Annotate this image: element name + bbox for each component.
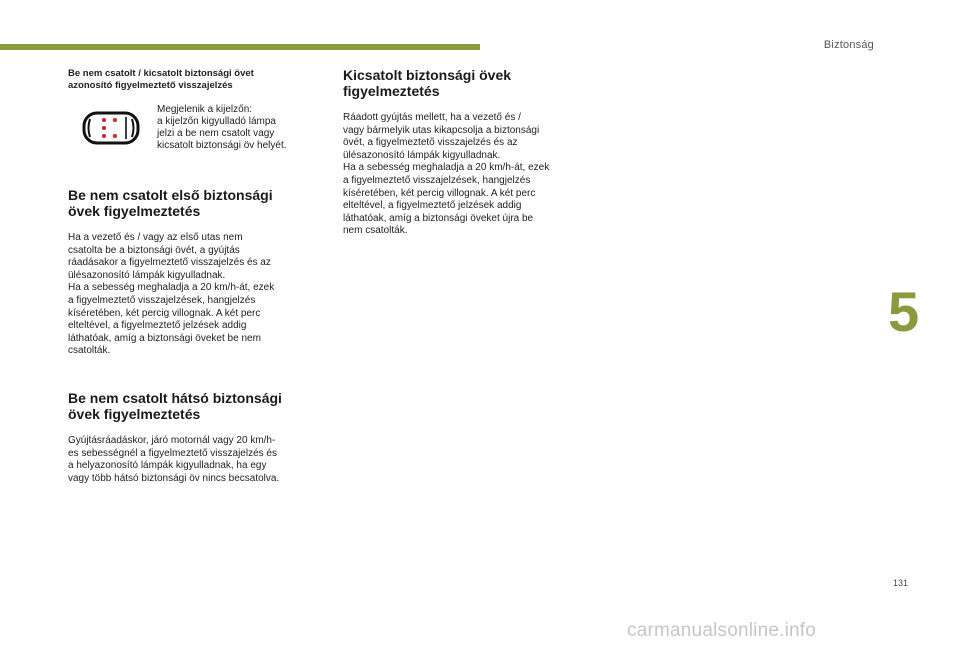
unbuckled-seatbelt-heading: Kicsatolt biztonsági övek figyelmeztetés <box>343 67 512 99</box>
warning-lamp-row <box>68 104 328 162</box>
seat-belt-car-icon <box>79 110 143 151</box>
front-seatbelt-text: Ha a vezető és / vagy az első utas nem csatolta be a biztonsági övét, a gyújtás ráadásakor a figyelmeztető visszajelzés és az ülésazonosító lámpák kigyulladnak. Ha a sebesség meghaladja a 20 km/h-át, ezek a figyelmeztető visszajelzések, hangjelzés kíséretében, két percig villognak. A két perc elteltével, a figyelmeztető jelzések addig láthatóak, amíg a biztonsági öveket be nem csatolták. <box>68 232 275 357</box>
right-column <box>343 67 605 238</box>
left-column <box>68 67 328 485</box>
section-label: Biztonság <box>823 39 874 51</box>
rear-seatbelt-heading: Be nem csatolt hátsó biztonsági övek figyelmeztetés <box>68 389 282 422</box>
page-number: 131 <box>893 578 909 588</box>
header-accent-bar <box>0 44 480 50</box>
watermark: carmanualsonline.info <box>627 620 817 641</box>
intro-heading: Be nem csatolt / kicsatolt biztonsági övet azonosító figyelmeztető visszajelzés <box>68 68 254 91</box>
front-seatbelt-heading: Be nem csatolt első biztonsági övek figyelmeztetés <box>68 187 273 219</box>
warning-lamp-description: Megjelenik a kijelzőn: a kijelzőn kigyulladó lámpa jelzi a be nem csatolt vagy kicsatolt biztonsági öv helyét. <box>157 104 287 151</box>
rear-seatbelt-text: Gyújtásráadáskor, járó motornál vagy 20 km/h- es sebességnél a figyelmeztető visszajelzés és a helyazonosító lámpák kigyulladnak, ha egy vagy több hátsó biztonsági öv nincs becsatolva. <box>68 434 280 484</box>
chapter-number: 5 <box>888 280 920 343</box>
unbuckled-seatbelt-text: Ráadott gyújtás mellett, ha a vezető és / vagy bármelyik utas kikapcsolja a biztonsági övét, a figyelmeztető visszajelzés és az ülésazonosító lámpák kigyulladnak. Ha a sebesség meghaladja a 20 km/h-át, ezek a figyelmeztető visszajelzések, hangjelzés kíséretében, két percig villognak. A két perc elteltével, a figyelmeztető jelzések addig láthatóak, amíg a biztonsági öveket újra be nem csatolták. <box>343 112 550 237</box>
